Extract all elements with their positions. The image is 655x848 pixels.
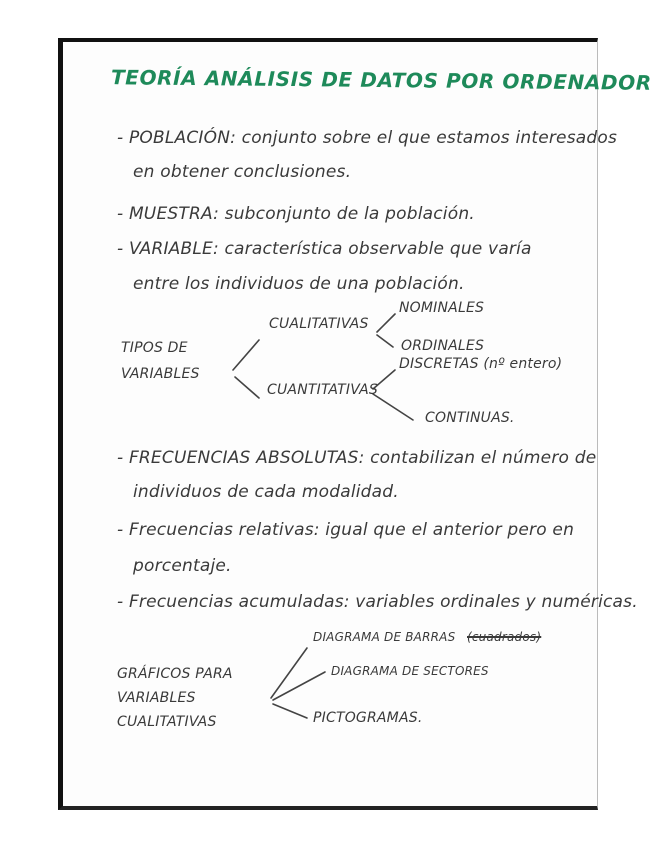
- tipos-cuantitativas: CUANTITATIVAS: [267, 382, 378, 398]
- frecuencias-acumuladas: - Frecuencias acumuladas: variables ordinales y numéricas.: [117, 592, 638, 612]
- branch-nominales: [377, 314, 395, 332]
- page-title: TEORÍA ANÁLISIS DE DATOS POR ORDENADOR: [110, 65, 652, 95]
- branch-tipos-cualitativas: [233, 340, 259, 370]
- definition-poblacion-line-2: en obtener conclusiones.: [133, 162, 352, 182]
- definition-variable-line-2: entre los individuos de una población.: [133, 274, 465, 294]
- tipos-nominales: NOMINALES: [399, 300, 485, 316]
- tipos-root-line-2: VARIABLES: [121, 366, 200, 382]
- branch-graficos-pictogramas: [273, 704, 307, 718]
- tipos-continuas: CONTINUAS.: [425, 410, 515, 426]
- tipos-cualitativas: CUALITATIVAS: [269, 316, 369, 332]
- grafico-barras-tachado: (cuadrados): [467, 630, 542, 644]
- graficos-root-line-3: CUALITATIVAS: [117, 714, 217, 730]
- definition-poblacion-line-1: - POBLACIÓN: conjunto sobre el que estamos interesados: [117, 128, 618, 148]
- frecuencias-relativas-line-2: porcentaje.: [133, 556, 232, 576]
- graficos-root-line-1: GRÁFICOS PARA: [117, 666, 233, 682]
- definition-variable-line-1: - VARIABLE: característica observable que varía: [117, 239, 532, 259]
- notebook-page: [58, 38, 652, 810]
- tipos-discretas: DISCRETAS (nº entero): [399, 356, 563, 372]
- branch-ordinales: [377, 335, 393, 347]
- frecuencias-absolutas-line-2: individuos de cada modalidad.: [133, 482, 399, 502]
- grafico-diagrama-sectores: DIAGRAMA DE SECTORES: [331, 664, 489, 678]
- frecuencias-absolutas-line-1: - FRECUENCIAS ABSOLUTAS: contabilizan el número de: [117, 448, 597, 468]
- branch-tipos-cuantitativas: [235, 377, 259, 398]
- tipos-ordinales: ORDINALES: [401, 338, 485, 354]
- frecuencias-relativas-line-1: - Frecuencias relativas: igual que el anterior pero en: [117, 520, 575, 540]
- branch-graficos-sectores: [273, 672, 325, 700]
- graficos-root-line-2: VARIABLES: [117, 690, 196, 706]
- tipos-root-line-1: TIPOS DE: [121, 340, 188, 356]
- branch-continuas: [373, 394, 413, 420]
- grafico-pictogramas: PICTOGRAMAS.: [313, 710, 423, 726]
- grafico-diagrama-barras: DIAGRAMA DE BARRAS: [313, 630, 456, 644]
- definition-muestra: - MUESTRA: subconjunto de la población.: [117, 204, 475, 224]
